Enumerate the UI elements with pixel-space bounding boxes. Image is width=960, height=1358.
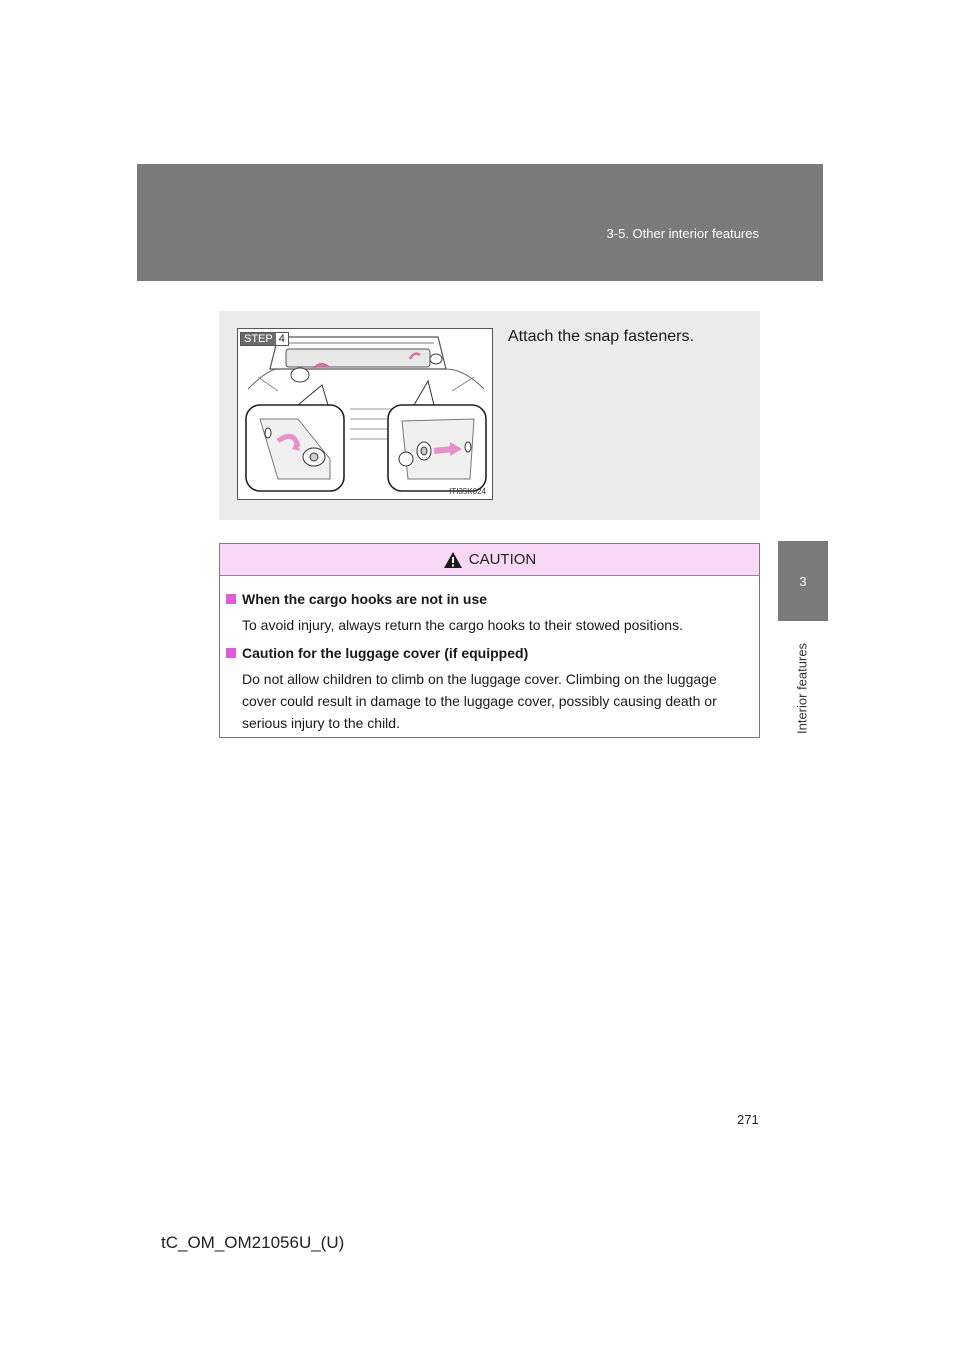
warning-triangle-icon: [443, 551, 463, 569]
square-bullet-icon: [226, 648, 236, 658]
cargo-area-drawing: [238, 329, 493, 500]
caution-item-heading: [226, 588, 753, 610]
caution-body: [220, 576, 759, 734]
header-band: [137, 164, 823, 281]
caution-item-heading-text: Caution for the luggage cover (if equipped): [242, 645, 529, 661]
snap-fastener-illustration: [237, 328, 493, 500]
chapter-tab: [778, 541, 828, 621]
caution-title: CAUTION: [468, 551, 537, 568]
caution-box: [219, 543, 760, 738]
caution-item-text: Do not allow children to climb on the luggage cover. Climbing on the luggage cover could result in damage to the luggage cover, possibly causing death or serious injury to the child.: [242, 671, 717, 731]
section-title: 3-5. Other interior features: [606, 226, 759, 241]
step-badge-label: STEP: [241, 333, 276, 345]
caution-item-text: To avoid injury, always return the cargo hooks to their stowed positions.: [242, 617, 683, 633]
step-badge: [240, 332, 289, 346]
chapter-number: 3: [799, 573, 807, 589]
document-code: tC_OM_OM21056U_(U): [161, 1233, 345, 1252]
step-panel: [219, 311, 760, 520]
caution-header: [220, 544, 759, 576]
caution-item-heading: [226, 642, 753, 664]
square-bullet-icon: [226, 594, 236, 604]
step-instruction: Attach the snap fasteners.: [508, 328, 694, 345]
caution-item-heading-text: When the cargo hooks are not in use: [242, 591, 488, 607]
step-badge-number: 4: [276, 333, 288, 345]
chapter-title: Interior features: [794, 642, 810, 734]
figure-code: ITI35K024: [449, 487, 486, 496]
page-number: 271: [737, 1112, 759, 1127]
